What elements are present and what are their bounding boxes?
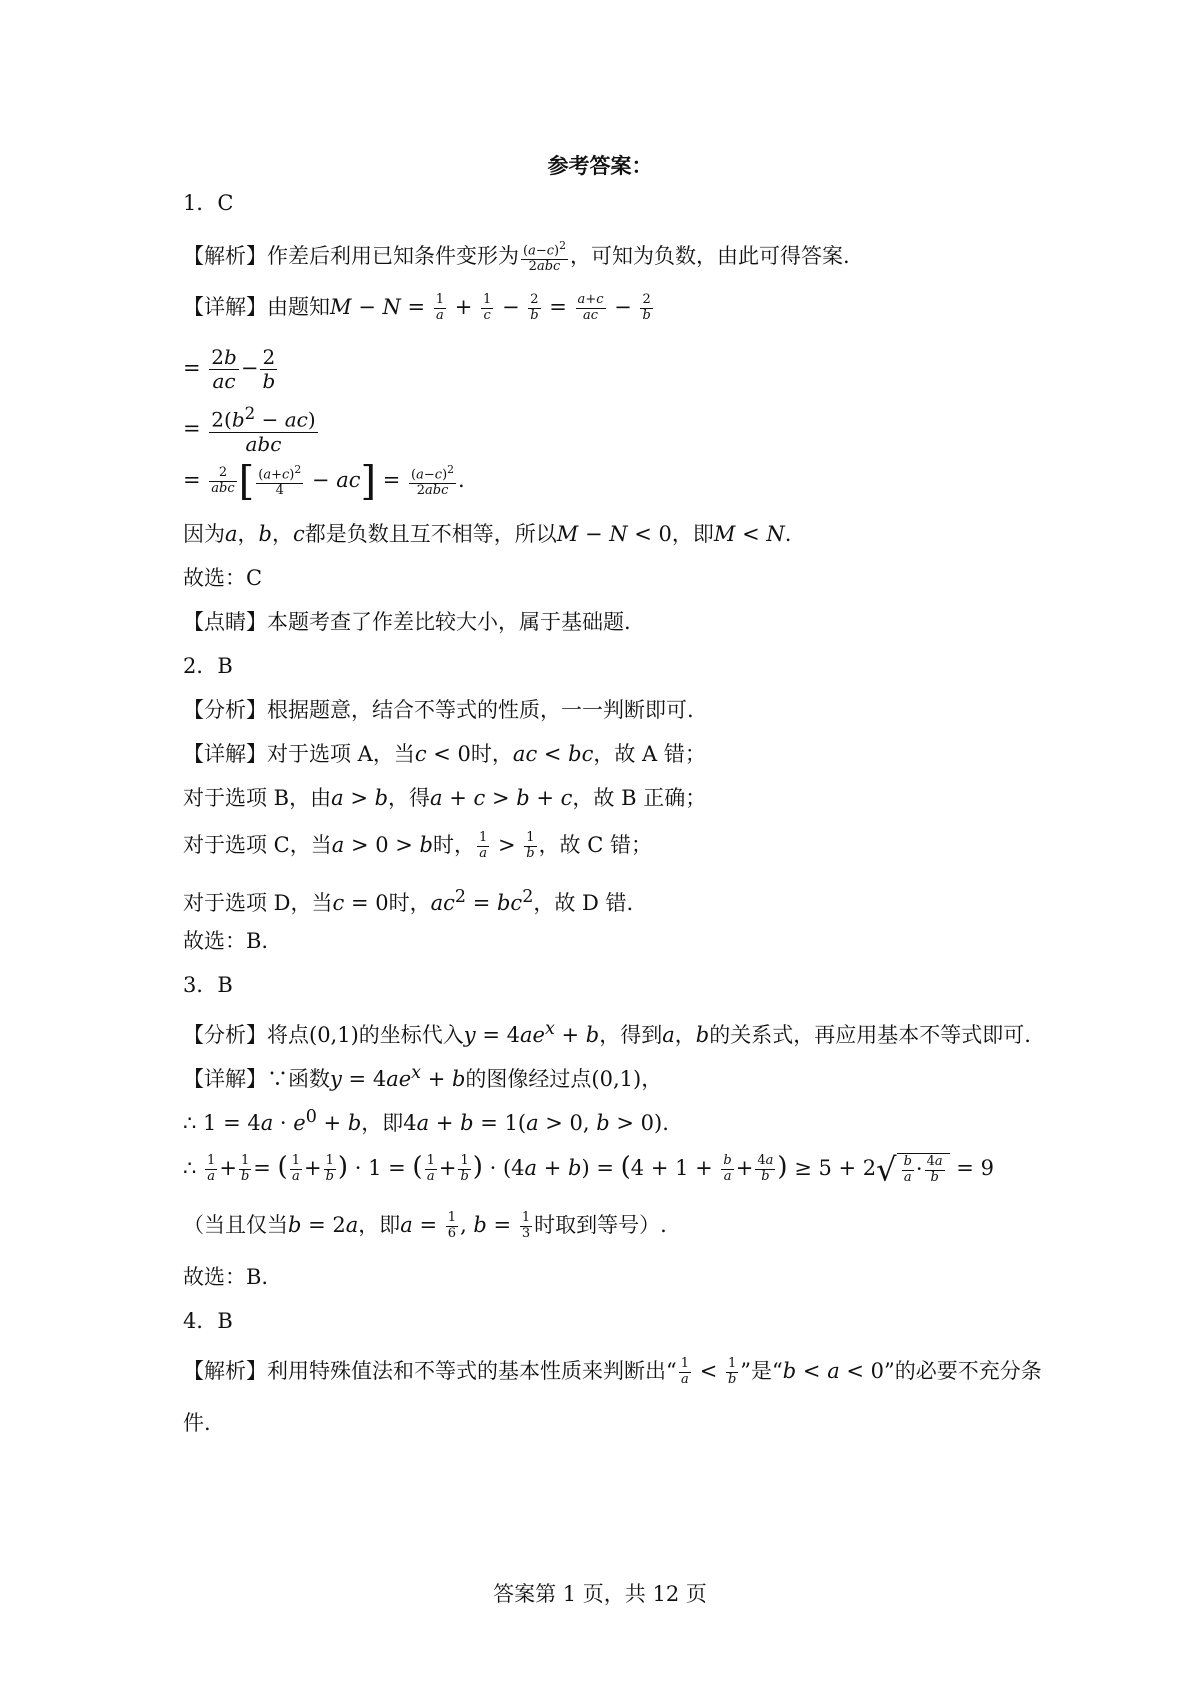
- q1-since: 因为a，b，c都是负数且互不相等，所以M − N < 0，即M < N.: [183, 522, 792, 546]
- q2-head: 2．B: [183, 654, 233, 678]
- q1-analysis-label: 【解析】: [183, 244, 267, 269]
- q3-detail: 【详解】∵函数$y = 4ae^x + b$的图像经过点(0,1)，: [183, 1063, 663, 1091]
- q1-fraction: $\frac{(a-c)^2}{\text{2abc}}$: [523, 239, 566, 275]
- q4-analysis: 【解析】利用特殊值法和不等式的基本性质来判断出“ $\frac{1}{a}$ < $\frac{1}{b}$ ”是“b < a < 0”的必要不充分条: [183, 1356, 1042, 1387]
- q1-step-3: = $\frac{2}{\text{abc}}$ [ $\frac{(a+c)^2}{4}$ − ac] = $\frac{(a-c)^2}{\text{2abc}}$ .: [183, 458, 465, 505]
- q1-step-1: = $\frac{2b}{ac}$ − $\frac{2}{b}$: [183, 345, 276, 393]
- q3-head: 3．B: [183, 973, 233, 997]
- q3-equality-condition: （当且仅当b = 2a，即a = $\frac{1}{6}$ , b = $\frac{1}{3}$ 时取到等号）.: [183, 1210, 667, 1241]
- q2-choose: 故选：B.: [183, 929, 269, 953]
- q4-head: 4．B: [183, 1309, 233, 1333]
- q1-analysis-post: ，可知为负数，由此可得答案.: [570, 244, 850, 269]
- q2-option-b: 对于选项 B，由a > b，得a + c > b + c，故 B 正确；: [183, 786, 707, 810]
- q3-choose: 故选：B.: [183, 1265, 269, 1289]
- q1-analysis: [183, 240, 850, 275]
- q1-detail-label: 【详解】: [183, 295, 267, 319]
- q1-detail-pre: 由题知: [267, 295, 330, 319]
- q2-option-a: 【详解】对于选项 A，当c < 0时，ac < bc，故 A 错；: [183, 742, 706, 766]
- q3-therefore-1: ∴ $1 = 4a \cdot e^0 + b$，即4a + b = 1(a > 0, b > 0).: [183, 1107, 669, 1135]
- q2-option-c: 对于选项 C，当a > 0 > b时， $\frac{1}{a}$ > $\frac{1}{b}$ ，故 C 错；: [183, 830, 652, 861]
- page-footer: 答案第 1 页，共 12 页: [493, 1582, 707, 1606]
- q1-comment: 【点睛】本题考查了作差比较大小，属于基础题.: [183, 610, 631, 634]
- q3-analysis: 【分析】将点(0,1)的坐标代入$y = 4ae^x + b$，得到a，b的关系式，再应用基本不等式即可.: [183, 1019, 1031, 1047]
- q1-analysis-pre: 作差后利用已知条件变形为: [267, 244, 519, 269]
- q1-detail: 【详解】由题知M − N = $\frac{1}{a}$ + $\frac{1}{c}$ − $\frac{2}{b}$ = $\frac{a+c}{ac}$ − $\frac{2}{b}$: [183, 292, 651, 323]
- q4-analysis-cont: 件.: [183, 1411, 211, 1435]
- q1-choose: 故选：C: [183, 566, 263, 590]
- q3-therefore-2: ∴ $\frac{1}{a}$ + $\frac{1}{b}$ = ( $\frac{1}{a}$ + $\frac{1}{b}$ ) · 1 = ( $\frac{1}{a}$ + $\frac{1}{b}$ ) · (4a + b) = (4 + 1 + $\frac{b}{a}$ + $\frac{4a}{b}$ ) ≥ 5 + 2√ $\frac{b}{a}$ · $\frac{4a}{b}$ = 9: [183, 1150, 994, 1189]
- page-title: 参考答案：: [547, 153, 653, 178]
- q1-head: 1．C: [183, 191, 234, 215]
- q2-analysis: 【分析】根据题意，结合不等式的性质，一一判断即可.: [183, 698, 694, 722]
- q1-step-2: = $\frac{2(b^2 - ac)}{\text{abc}}$: [183, 404, 316, 456]
- q2-option-d: 对于选项 D，当c = 0时，$ac^2 = bc^2$，故 D 错.: [183, 887, 634, 915]
